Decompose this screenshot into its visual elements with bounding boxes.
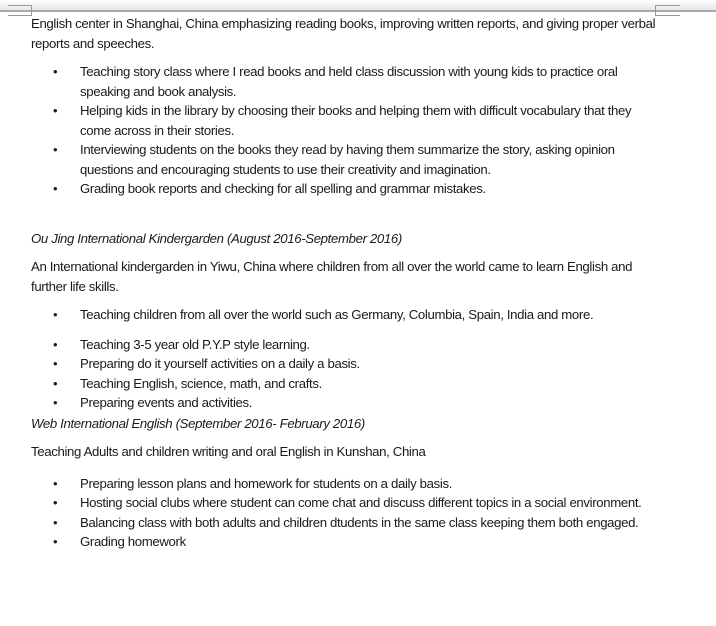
list-item: • Interviewing students on the books they read by having them summarize the story, asking opinion questions and encouraging students to use their creativity and imagination. xyxy=(53,142,615,177)
job-heading: Web International English (September 2016- February 2016) xyxy=(31,415,365,431)
bullet-icon: • xyxy=(53,356,58,371)
list-item: • Teaching 3-5 year old P.Y.P style learning. xyxy=(31,335,661,355)
bullet-icon: • xyxy=(53,475,58,491)
list-item: • Preparing events and activities. xyxy=(31,393,661,413)
list-item: • Preparing do it yourself activities on a daily a basis. xyxy=(31,354,661,374)
bullet-list xyxy=(31,335,661,413)
list-item: • Grading book reports and checking for all spelling and grammar mistakes. xyxy=(31,179,661,199)
bullet-icon: • xyxy=(53,395,58,410)
bullet-icon: • xyxy=(53,336,58,352)
page-break-line xyxy=(0,10,716,12)
section-intro: Teaching Adults and children writing and oral English in Kunshan, China xyxy=(31,444,426,459)
section-intro: An International kindergarden in Yiwu, China where children from all over the world came to learn English and further life skills. xyxy=(31,259,633,294)
bullet-icon: • xyxy=(53,307,58,322)
bullet-icon: • xyxy=(53,142,58,157)
bullet-icon: • xyxy=(53,495,58,510)
list-item: • Hosting social clubs where student can come chat and discuss different topics in a social environment. xyxy=(31,493,661,513)
list-item: • Teaching story class where I read books and held class discussion with young kids to practice oral speaking and book analysis. xyxy=(53,64,618,99)
bullet-list xyxy=(31,474,661,552)
job-heading: Ou Jing International Kindergarden (August 2016-September 2016) xyxy=(31,230,402,246)
bullet-icon: • xyxy=(53,534,58,549)
section-intro: English center in Shanghai, China emphasizing reading books, improving written reports, and giving proper verbal reports and speeches. xyxy=(31,16,656,51)
bullet-icon: • xyxy=(53,64,58,79)
list-item: • Grading homework xyxy=(31,532,661,552)
list-item: • Balancing class with both adults and children dtudents in the same class keeping them both engaged. xyxy=(31,513,661,533)
list-item: • Preparing lesson plans and homework for students on a daily basis. xyxy=(31,474,661,494)
bullet-icon: • xyxy=(53,103,58,118)
bullet-icon: • xyxy=(53,514,58,530)
crop-mark-left-icon xyxy=(8,5,32,16)
list-item: • Teaching children from all over the world such as Germany, Columbia, Spain, India and more. xyxy=(31,305,661,325)
bullet-list xyxy=(31,62,661,199)
list-item: • Teaching English, science, math, and crafts. xyxy=(31,374,661,394)
bullet-icon: • xyxy=(53,181,58,196)
bullet-list xyxy=(31,305,661,325)
page-gap xyxy=(0,0,716,10)
bullet-icon: • xyxy=(53,375,58,391)
document-body[interactable] xyxy=(31,14,661,552)
list-item: • Helping kids in the library by choosing their books and helping them with difficult vocabulary that they come across in their stories. xyxy=(53,103,632,138)
